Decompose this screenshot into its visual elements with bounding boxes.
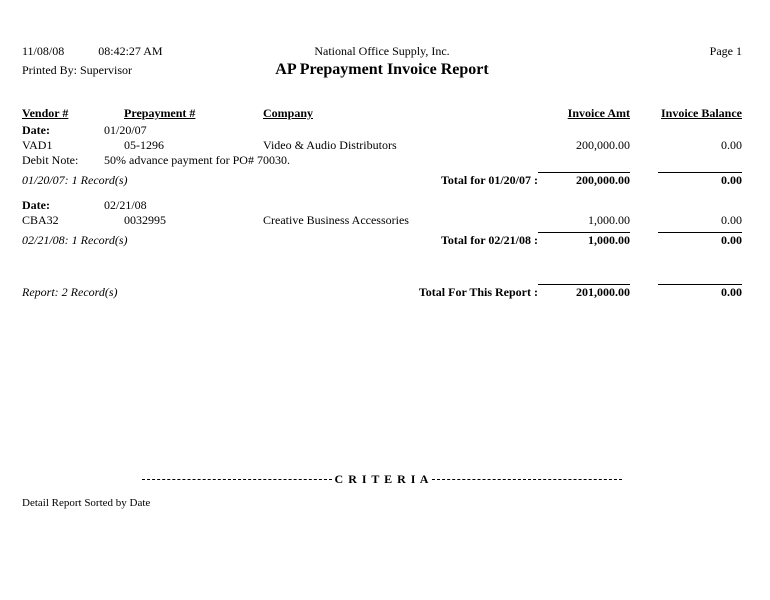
debit-note-text: 50% advance payment for PO# 70030.	[104, 153, 290, 167]
col-header-vendor: Vendor #	[22, 106, 69, 120]
report-header-line1	[22, 44, 742, 59]
col-header-company: Company	[263, 106, 314, 120]
vendor-id: VAD1	[22, 138, 53, 152]
report-title: AP Prepayment Invoice Report	[275, 61, 489, 78]
group2-total-left	[22, 233, 538, 248]
debit-note-label: Debit Note:	[22, 153, 79, 167]
group1-total-left	[22, 173, 538, 188]
report-total-amount: 201,000.00	[576, 285, 630, 299]
invoice-balance: 0.00	[721, 213, 742, 227]
report-record-count: Report: 2 Record(s)	[22, 285, 118, 299]
report-total-left	[22, 285, 538, 300]
group1-date-row	[22, 123, 742, 138]
criteria-text: Detail Report Sorted by Date	[22, 497, 151, 509]
date-label: Date:	[22, 123, 50, 137]
criteria-separator	[22, 472, 742, 487]
group1-debit-note-row	[22, 153, 742, 168]
group1-total-row	[22, 173, 742, 188]
table-header-row	[22, 106, 742, 121]
group2-total-amount: 1,000.00	[588, 233, 630, 247]
col-header-prepayment: Prepayment #	[124, 106, 196, 120]
print-date: 11/08/08	[22, 44, 65, 58]
print-time: 08:42:27 AM	[98, 44, 163, 58]
group2-date-row	[22, 198, 742, 213]
group1-total-amount: 200,000.00	[576, 173, 630, 187]
print-datetime	[22, 44, 257, 59]
group2-date: 02/21/08	[104, 198, 147, 212]
group2-total-balance: 0.00	[721, 233, 742, 247]
group1-total-label: Total for 01/20/07 :	[440, 173, 538, 187]
date-label: Date:	[22, 198, 50, 212]
group1-date: 01/20/07	[104, 123, 147, 137]
report-total-label: Total For This Report :	[418, 285, 538, 299]
group1-detail-row	[22, 138, 742, 153]
group1-record-count: 01/20/07: 1 Record(s)	[22, 173, 128, 187]
group1-total-balance: 0.00	[721, 173, 742, 187]
criteria-dash-left	[142, 479, 332, 480]
col-header-invoice-amt: Invoice Amt	[567, 106, 630, 120]
prepayment-number: 0032995	[124, 213, 166, 227]
col-header-invoice-balance: Invoice Balance	[661, 106, 742, 120]
prepayment-number: 05-1296	[124, 138, 164, 152]
printed-by: Printed By: Supervisor	[22, 63, 132, 77]
group2-record-count: 02/21/08: 1 Record(s)	[22, 233, 128, 247]
criteria-label: C R I T E R I A	[334, 472, 430, 486]
report-header-line2	[22, 60, 742, 80]
vendor-company: Creative Business Accessories	[263, 213, 409, 227]
invoice-balance: 0.00	[721, 138, 742, 152]
page-number: Page 1	[709, 44, 742, 58]
invoice-amount: 1,000.00	[588, 213, 630, 227]
report-total-balance: 0.00	[721, 285, 742, 299]
company-name: National Office Supply, Inc.	[314, 44, 450, 58]
vendor-company: Video & Audio Distributors	[263, 138, 397, 152]
group2-detail-row	[22, 213, 742, 228]
group2-total-row	[22, 233, 742, 248]
invoice-amount: 200,000.00	[576, 138, 630, 152]
group2-total-label: Total for 02/21/08 :	[440, 233, 538, 247]
criteria-dash-right	[432, 479, 622, 480]
vendor-id: CBA32	[22, 213, 59, 227]
report-total-row	[22, 285, 742, 300]
